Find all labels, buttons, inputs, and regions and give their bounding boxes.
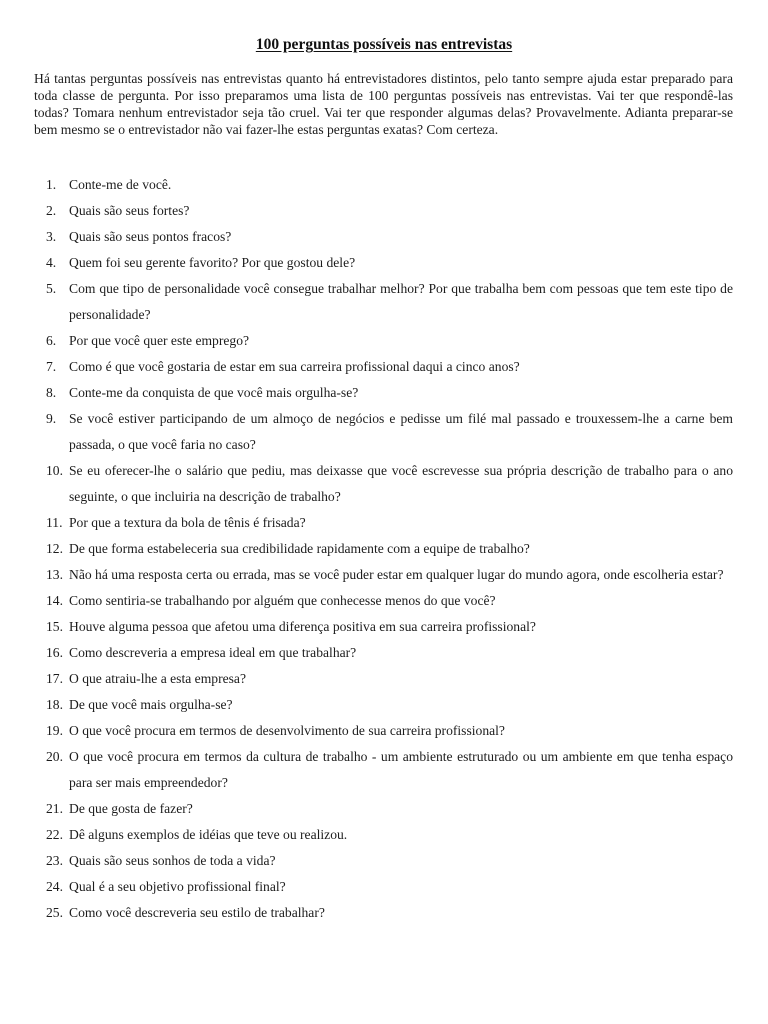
question-text: Quais são seus fortes? (69, 203, 190, 218)
question-item (0, 874, 768, 900)
question-item (0, 406, 768, 458)
question-number: 8. (46, 385, 57, 400)
question-item (0, 510, 768, 536)
question-text: Como você descreveria seu estilo de trabalhar? (69, 905, 325, 920)
question-number: 12. (46, 541, 63, 556)
question-number: 4. (46, 255, 57, 270)
question-item (0, 172, 768, 198)
question-text: Por que a textura da bola de tênis é frisada? (69, 515, 306, 530)
intro-paragraph: Há tantas perguntas possíveis nas entrevistas quanto há entrevistadores distintos, pelo tanto sempre ajuda estar preparado para toda classe de pergunta. Por isso preparamos uma lista de 100 perguntas possíveis nas entrevistas. Vai ter que respondê-las todas? Tomara nenhum entrevistador seja tão cruel. Vai ter que responder algumas delas? Provavelmente. Adianta preparar-se bem mesmo se o entrevistador não vai fazer-lhe estas perguntas exatas? Com certeza. (34, 71, 733, 137)
question-item (0, 536, 768, 562)
question-item (0, 276, 768, 328)
question-item (0, 614, 768, 640)
question-number: 2. (46, 203, 57, 218)
question-text: De que forma estabeleceria sua credibilidade rapidamente com a equipe de trabalho? (69, 541, 530, 556)
question-item (0, 640, 768, 666)
question-text: Como descreveria a empresa ideal em que trabalhar? (69, 645, 357, 660)
question-text: O que atraiu-lhe a esta empresa? (69, 671, 247, 686)
question-number: 6. (46, 333, 57, 348)
question-list (0, 172, 768, 926)
question-text: O que você procura em termos de desenvolvimento de sua carreira profissional? (69, 723, 505, 738)
question-item (0, 198, 768, 224)
question-item (0, 666, 768, 692)
question-item (0, 744, 768, 796)
question-number: 21. (46, 801, 63, 816)
question-item (0, 458, 768, 510)
question-item (0, 822, 768, 848)
question-item (0, 588, 768, 614)
question-text: Quais são seus sonhos de toda a vida? (69, 853, 276, 868)
question-text: De que você mais orgulha-se? (69, 697, 233, 712)
question-text: Se você estiver participando de um almoço de negócios e pedisse um filé mal passado e trouxessem-lhe a carne bem passada, o que você faria no caso? (69, 411, 733, 452)
question-text: Por que você quer este emprego? (69, 333, 250, 348)
question-number: 25. (46, 905, 63, 920)
question-text: O que você procura em termos da cultura de trabalho - um ambiente estruturado ou um ambiente em que tenha espaço para ser mais empreendedor? (69, 749, 733, 790)
document-title: 100 perguntas possíveis nas entrevistas (255, 36, 513, 53)
question-item (0, 250, 768, 276)
question-number: 13. (46, 567, 63, 582)
question-text: Como sentiria-se trabalhando por alguém que conhecesse menos do que você? (69, 593, 496, 608)
question-number: 24. (46, 879, 63, 894)
question-text: Conte-me da conquista de que você mais orgulha-se? (69, 385, 359, 400)
question-number: 3. (46, 229, 57, 244)
question-number: 11. (46, 515, 63, 530)
question-number: 1. (46, 177, 57, 192)
question-text: Quais são seus pontos fracos? (69, 229, 232, 244)
question-item (0, 328, 768, 354)
question-number: 22. (46, 827, 63, 842)
question-number: 7. (46, 359, 57, 374)
question-item (0, 224, 768, 250)
question-item (0, 718, 768, 744)
question-number: 17. (46, 671, 63, 686)
question-number: 19. (46, 723, 63, 738)
question-text: Com que tipo de personalidade você consegue trabalhar melhor? Por que trabalha bem com pessoas que tem este tipo de personalidade? (69, 281, 733, 322)
question-number: 14. (46, 593, 63, 608)
question-number: 10. (46, 463, 63, 478)
question-item (0, 796, 768, 822)
question-number: 18. (46, 697, 63, 712)
question-item (0, 380, 768, 406)
question-text: Como é que você gostaria de estar em sua carreira profissional daqui a cinco anos? (69, 359, 520, 374)
question-text: Houve alguma pessoa que afetou uma diferença positiva em sua carreira profissional? (69, 619, 536, 634)
question-text: Conte-me de você. (69, 177, 172, 192)
question-text: Quem foi seu gerente favorito? Por que gostou dele? (69, 255, 356, 270)
question-number: 5. (46, 281, 57, 296)
question-item (0, 562, 768, 588)
question-number: 16. (46, 645, 63, 660)
question-text: Se eu oferecer-lhe o salário que pediu, mas deixasse que você escrevesse sua própria descrição de trabalho para o ano seguinte, o que incluiria na descrição de trabalho? (69, 463, 733, 504)
question-number: 9. (46, 411, 57, 426)
question-item (0, 848, 768, 874)
question-text: Não há uma resposta certa ou errada, mas se você puder estar em qualquer lugar do mundo agora, onde escolheria estar? (69, 567, 724, 582)
question-text: Qual é a seu objetivo profissional final? (69, 879, 286, 894)
question-item (0, 900, 768, 926)
question-number: 15. (46, 619, 63, 634)
question-item (0, 692, 768, 718)
question-number: 20. (46, 749, 63, 764)
question-number: 23. (46, 853, 63, 868)
question-text: De que gosta de fazer? (69, 801, 193, 816)
question-text: Dê alguns exemplos de idéias que teve ou realizou. (69, 827, 348, 842)
question-item (0, 354, 768, 380)
